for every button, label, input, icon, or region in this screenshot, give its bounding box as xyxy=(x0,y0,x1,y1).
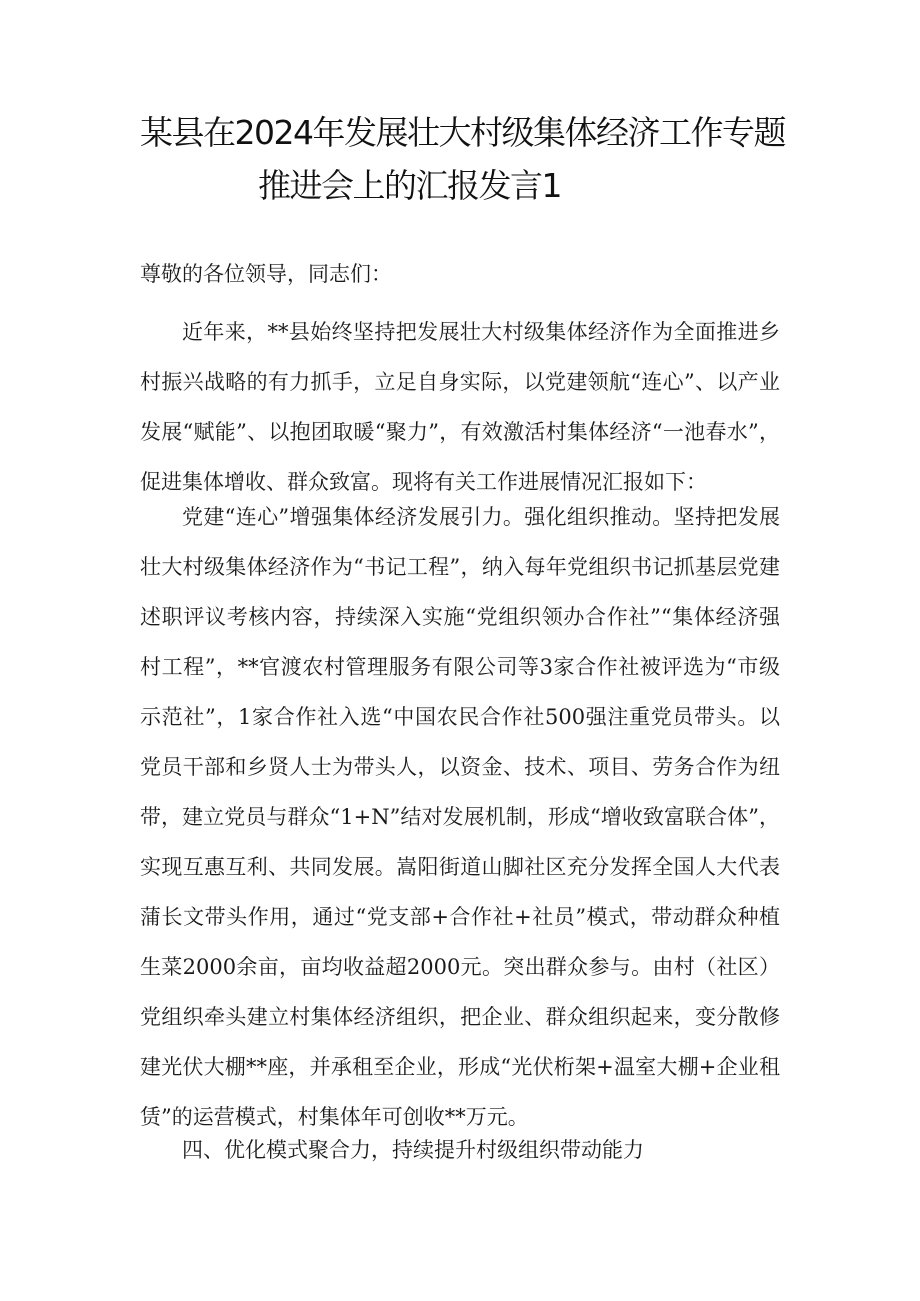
document-title-line-2: 推进会上的汇报发言1 xyxy=(258,166,561,205)
salutation: 尊敬的各位领导，同志们： xyxy=(140,262,392,286)
document-title-line-1: 某县在2024年发展壮大村级集体经济工作专题 xyxy=(140,113,785,152)
paragraph-intro: 近年来，**县始终坚持把发展壮大村级集体经济作为全面推进乡村振兴战略的有力抓手，立足自身实际，以党建领航“连心”、以产业发展“赋能”、以抱团取暖“聚力”，有效激活村集体经济“一池春水”，促进集体增收、群众致富。现将有关工作进展情况汇报如下： xyxy=(140,320,780,494)
paragraph-party-building: 党建“连心”增强集体经济发展引力。强化组织推动。坚持把发展壮大村级集体经济作为“书记工程”，纳入每年党组织书记抓基层党建述职评议考核内容，持续深入实施“党组织领办合作社”“集体经济强村工程”，**官渡农村管理服务有限公司等3家合作社被评选为“市级示范社”，1家合作社入选“中国农民合作社500强注重党员带头。以党员干部和乡贤人士为带头人，以资金、技术、项目、劳务合作为纽带，建立党员与群众“1+N”结对发展机制，形成“增收致富联合体”，实现互惠互利、共同发展。嵩阳街道山脚社区充分发挥全国人大代表蒲长文带头作用，通过“党支部+合作社+社员”模式，带动群众种植生菜2000余亩，亩均收益超2000元。突出群众参与。由村（社区）党组织牵头建立村集体经济组织，把企业、群众组织起来，变分散修建光伏大棚**座，并承租至企业，形成“光伏桁架+温室大棚+企业租赁”的运营模式，村集体年可创收**万元。 xyxy=(140,505,780,1129)
section-heading-four: 四、优化模式聚合力，持续提升村级组织带动能力 xyxy=(182,1138,644,1162)
